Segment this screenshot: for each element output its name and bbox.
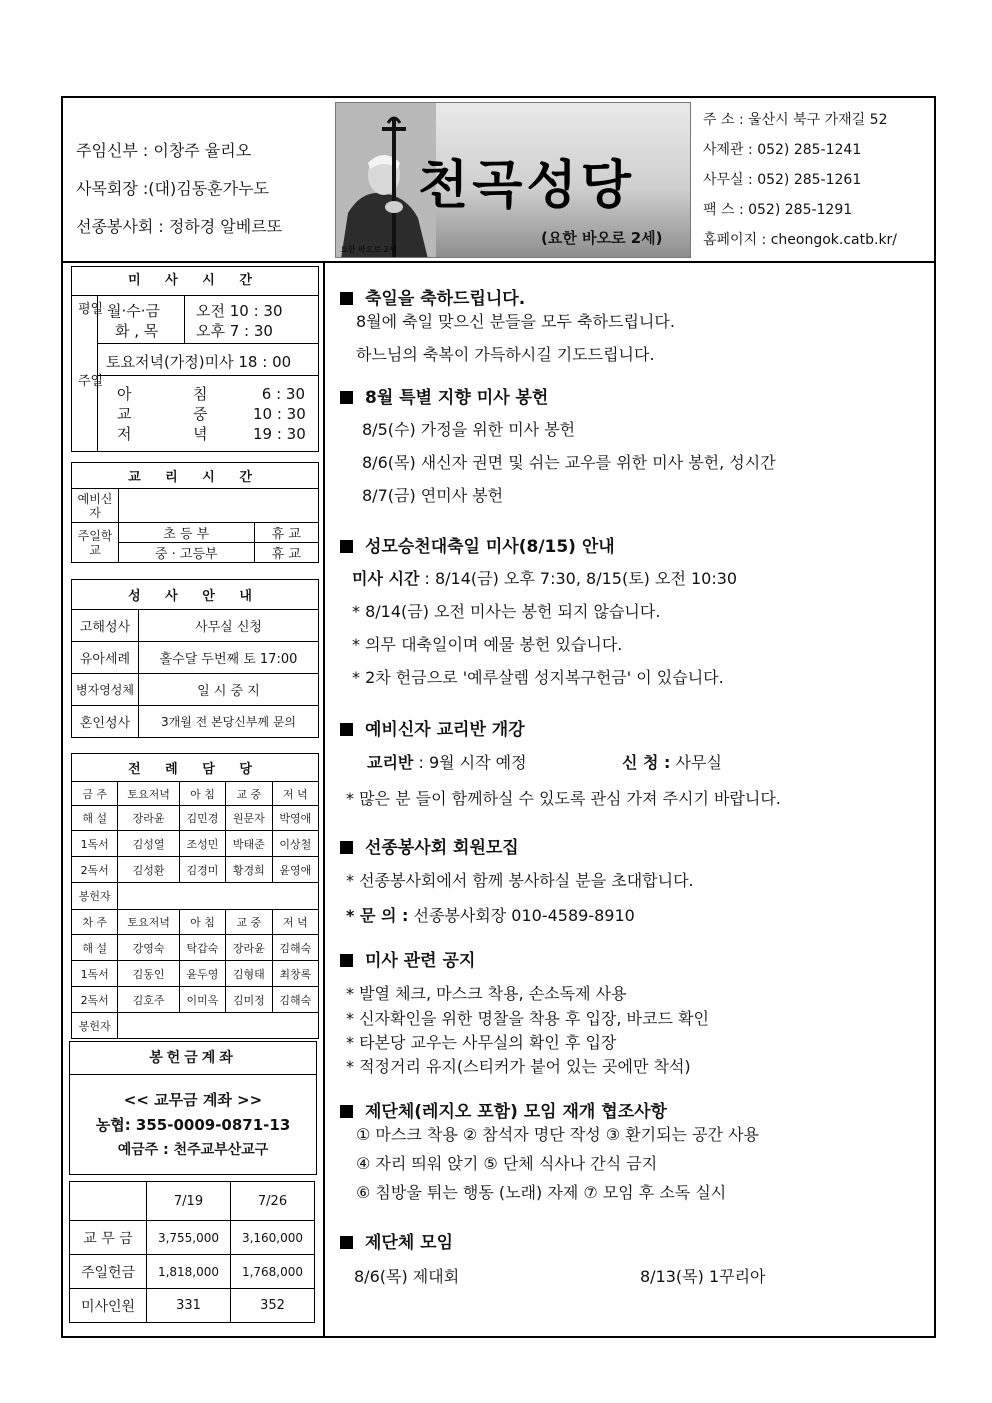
table-row: 해 설 장라윤 김민경 원문자 박영애 [72, 806, 319, 831]
weekday-days: 월·수·금 화 , 목 [107, 302, 161, 340]
weekday-times: 오전 10 : 30 오후 7 : 30 [196, 302, 283, 340]
staff-pastor: 주임신부 : 이창주 율리오 [76, 141, 252, 160]
notice-line: * 적정거리 유지(스티커가 붙어 있는 곳에만 착석) [346, 1057, 691, 1076]
finance-col-header: 7/19 [147, 1182, 231, 1221]
notice-line: * 2차 헌금으로 '예루살렘 성지복구헌금' 이 있습니다. [352, 668, 724, 687]
sacrament-title: 성 사 안 내 [72, 580, 319, 610]
info-fax: 팩 스 : 052) 285-1291 [703, 202, 853, 218]
info-homepage[interactable]: 홈페이지 : cheongok.catb.kr/ [703, 232, 898, 248]
finance-col-header: 7/26 [231, 1182, 315, 1221]
catechism-secondary-status: 휴 교 [254, 543, 318, 563]
column-divider [323, 262, 325, 1338]
notice-line: 8월에 축일 맞으신 분들을 모두 축하드립니다. [356, 312, 675, 331]
notice-line: * 발열 체크, 마스크 착용, 손소독제 사용 [346, 984, 627, 1003]
notice-line: 8/7(금) 연미사 봉헌 [362, 486, 504, 505]
info-address: 주 소 : 울산시 북구 가재길 52 [703, 112, 888, 128]
sacrament-row: 혼인성사 [72, 706, 139, 738]
catechism-title: 교 리 시 간 [72, 463, 319, 489]
notice-line: * 타본당 교우는 사무실의 확인 후 입장 [346, 1033, 617, 1052]
section-group-schedule: 제단체 모임 [340, 1228, 453, 1253]
notice-line: 신 청 : 사무실 [622, 753, 722, 772]
catechism-secondary: 중 · 고등부 [119, 543, 255, 563]
church-title: 천곡성당 [418, 155, 635, 216]
saturday-mass: 토요저녁(가정)미사 18 : 00 [106, 353, 292, 371]
account-subtitle: << 교무금 계좌 >> [123, 1091, 263, 1109]
header-divider [61, 261, 936, 263]
notice-line: 8/5(수) 가정을 위한 미사 봉헌 [362, 420, 576, 439]
notice-line: 미사 시간 : 8/14(금) 오후 7:30, 8/15(토) 오전 10:30 [352, 569, 738, 588]
account-title: 봉헌금계좌 [70, 1042, 316, 1075]
table-row: 해 설 강영숙 탁갑숙 장라윤 김해숙 [72, 935, 319, 961]
notice-line: * 8/14(금) 오전 미사는 봉헌 되지 않습니다. [352, 602, 661, 621]
info-office: 사무실 : 052) 285-1261 [703, 172, 862, 188]
table-row: 봉헌자 [72, 883, 319, 910]
sunday-label: 주일 [78, 374, 104, 389]
church-banner [335, 102, 691, 258]
staff-council: 사목회장 :(대)김동훈가누도 [76, 179, 269, 198]
notice-line: * 신자확인을 위한 명찰을 착용 후 입장, 바코드 확인 [346, 1009, 709, 1028]
notice-line: * 의무 대축일이며 예물 봉헌 있습니다. [352, 635, 623, 654]
notice-line: 8/6(목) 제대회 [354, 1267, 460, 1286]
table-row: 1독서 김동인 윤두영 김형태 최창록 [72, 961, 319, 987]
catechism-table [71, 462, 319, 563]
pre-catechumen-label: 예비신자 [72, 489, 119, 523]
info-rectory: 사제관 : 052) 285-1241 [703, 142, 862, 158]
sacrament-row: 유아세례 [72, 642, 139, 674]
sacrament-value: 3개월 전 본당신부께 문의 [139, 706, 319, 738]
notice-line: 교리반 : 9월 시작 예정 [367, 753, 527, 772]
notice-line: * 선종봉사회에서 함께 봉사하실 분을 초대합니다. [346, 871, 694, 890]
catechism-elementary: 초 등 부 [119, 523, 255, 543]
notice-line: 8/6(목) 새신자 권면 및 쉬는 교우를 위한 미사 봉헌, 성시간 [362, 453, 776, 472]
section-group-meeting: 제단체(레지오 포함) 모임 재개 협조사항 [340, 1097, 667, 1122]
staff-funeral: 선종봉사회 : 정하경 알베르또 [76, 217, 283, 236]
sacrament-value: 사무실 신청 [139, 610, 319, 642]
contact-info [703, 105, 897, 255]
table-row: 1독서 김성열 조성민 박태준 이상철 [72, 831, 319, 857]
notice-line: ④ 자리 띄워 앉기 ⑤ 단체 식사나 간식 금지 [356, 1154, 658, 1173]
section-funeral-service: 선종봉사회 회원모집 [340, 833, 519, 858]
catechism-elementary-status: 휴 교 [254, 523, 318, 543]
mass-times-box [71, 266, 319, 452]
liturgy-table [71, 753, 319, 1039]
section-assumption: 성모승천대축일 미사(8/15) 안내 [340, 532, 615, 557]
banner-caption: 요한 바오로 2세 [340, 245, 397, 254]
sacrament-value: 홀수달 두번째 토 17:00 [139, 642, 319, 674]
account-box [69, 1041, 317, 1175]
section-catechumen: 예비신자 교리반 개강 [340, 715, 525, 740]
table-row: 금 주 토요저녁 아 침 교 중 저 녁 [72, 782, 319, 806]
sacrament-table [71, 579, 319, 738]
mass-times-title: 미 사 시 간 [72, 267, 318, 296]
sunday-mass-list: 아 침 6 : 30 교 중 10 : 30 저 녁 19 : 30 [117, 385, 306, 443]
sunday-school-label: 주일학교 [72, 523, 119, 563]
notice-line: 8/13(목) 1꾸리아 [640, 1267, 766, 1286]
table-row: 차 주 토요저녁 아 침 교 중 저 녁 [72, 910, 319, 935]
notice-line: * 많은 분 들이 함께하실 수 있도록 관심 가져 주시기 바랍니다. [346, 789, 781, 808]
sacrament-row: 고해성사 [72, 610, 139, 642]
staff-list [76, 138, 282, 252]
table-row: 2독서 김호주 이미옥 김미정 김해숙 [72, 987, 319, 1013]
church-subtitle: (요한 바오로 2세) [541, 229, 663, 247]
table-row: 교 무 금 3,755,000 3,160,000 [70, 1221, 315, 1255]
table-row: 봉헌자 [72, 1013, 319, 1039]
liturgy-title: 전 례 담 당 [72, 754, 319, 782]
table-row: 주일헌금 1,818,000 1,768,000 [70, 1255, 315, 1289]
notice-line: ⑥ 침방울 튀는 행동 (노래) 자제 ⑦ 모임 후 소독 실시 [356, 1183, 727, 1202]
notice-line: * 문 의 : 선종봉사회장 010-4589-8910 [346, 906, 635, 925]
weekday-label: 평일 [78, 302, 104, 317]
table-row: 2독서 김성환 김경미 황경희 윤영애 [72, 857, 319, 883]
sacrament-row: 병자영성체 [72, 674, 139, 706]
section-mass-notice: 미사 관련 공지 [340, 946, 475, 971]
section-feast: 축일을 축하드립니다. [340, 284, 525, 309]
notice-line: 하느님의 축복이 가득하시길 기도드립니다. [356, 345, 655, 364]
account-holder: 예금주 : 천주교부산교구 [117, 1142, 269, 1158]
notice-line: ① 마스크 착용 ② 참석자 명단 작성 ③ 환기되는 공간 사용 [356, 1125, 760, 1144]
section-special-mass: 8월 특별 지향 미사 봉헌 [340, 383, 548, 408]
account-number: 농협: 355-0009-0871-13 [95, 1116, 291, 1134]
finance-table [69, 1181, 315, 1323]
sacrament-value: 일 시 중 지 [139, 674, 319, 706]
table-row: 미사인원 331 352 [70, 1289, 315, 1323]
